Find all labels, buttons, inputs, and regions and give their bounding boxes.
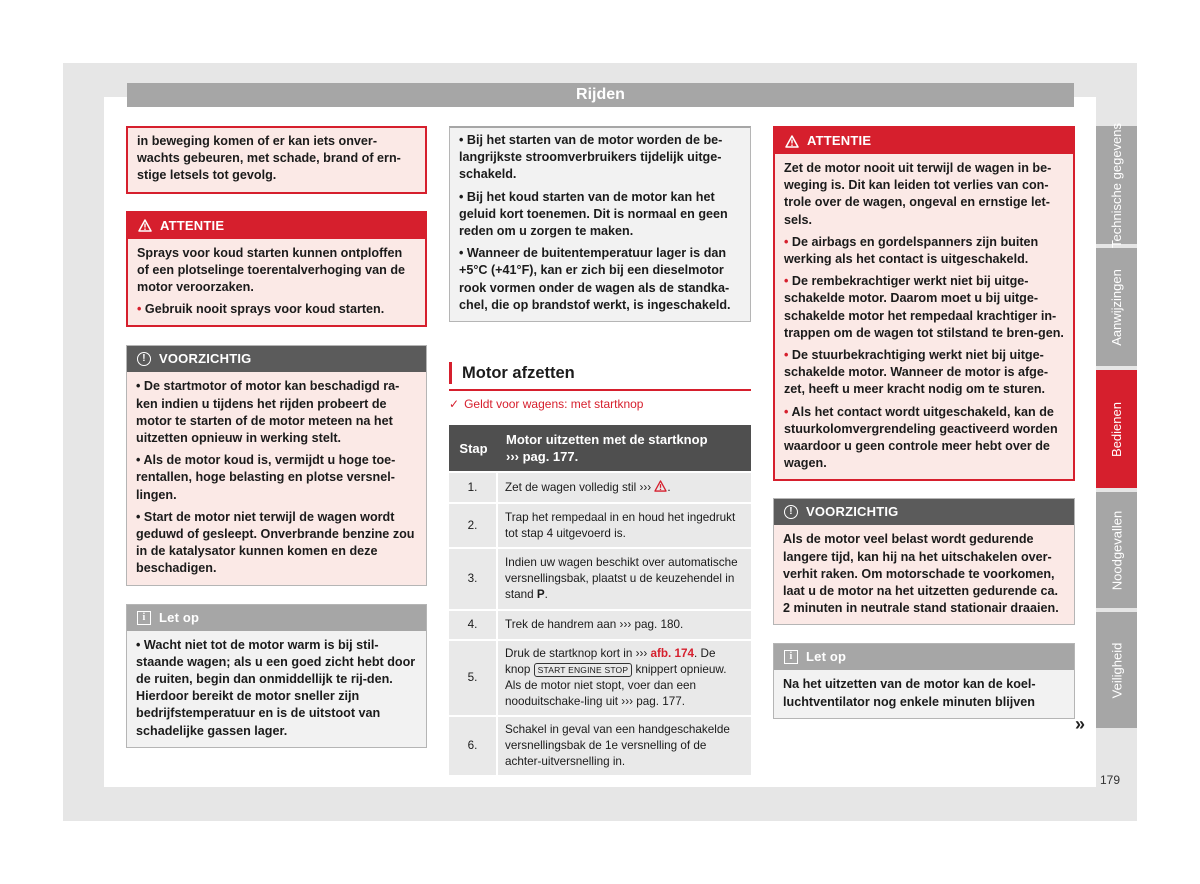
attentie-box <box>773 126 1075 481</box>
step-number: 3. <box>449 549 498 609</box>
table-row <box>449 641 751 715</box>
voorzichtig-paragraph: Als de motor veel belast wordt gedurende langere tijd, kan hij na het uitschakelen over-verhit raken. Om motorschade te voorkomen, laat u de motor na het uitzetten gedurende ca. 2 minuten in neutrale stand stationair draaien. <box>783 532 1059 616</box>
step-text: Druk de startknop kort in ››› afb. 174. De knop START ENGINE STOP knippert opnieuw. Als de motor niet stopt, voer dan een nooduitschake-ling uit ››› pag. 177. <box>498 641 751 715</box>
letop-box <box>773 643 1075 718</box>
table-row <box>449 473 751 502</box>
attentie-label: ATTENTIE <box>160 217 225 233</box>
attentie-label: ATTENTIE <box>807 133 872 148</box>
side-tab-veiligheid[interactable]: Veiligheid <box>1096 612 1137 728</box>
attentie-continuation-text: in beweging komen of er kan iets onver-wachts gebeuren, met schade, brand of ern-stige letsels tot gevolg. <box>137 134 401 183</box>
warning-triangle-icon <box>785 135 799 148</box>
check-icon: ✓ <box>449 397 460 412</box>
chapter-header: Rijden <box>127 83 1074 107</box>
step-text: Trek de handrem aan ››› pag. 180. <box>498 611 751 639</box>
voorzichtig-body <box>774 525 1074 624</box>
attentie-paragraph: Sprays voor koud starten kunnen ontploffen of een plotselinge toerentalverhoging van de motor veroorzaken. <box>137 245 406 295</box>
voorzichtig-box <box>126 345 427 585</box>
step-text: Indien uw wagen beschikt over automatische versnellingsbak, plaatst u de keuzehendel in stand P. <box>498 549 751 609</box>
applies-to-line <box>449 397 751 411</box>
step-number: 5. <box>449 641 498 715</box>
step-text: Schakel in geval van een handgeschakelde versnellingsbak de 1e versnelling of de achter-uitversnelling in. <box>498 717 751 775</box>
steps-table-header <box>449 425 751 471</box>
column-header-title: Motor uitzetten met de startknop ››› pag. 177. <box>498 425 751 471</box>
voorzichtig-bullet: • De startmotor of motor kan beschadigd ra-ken indien u tijdens het rijden probeert de motor te starten of de motor meteen na het uitzetten opnieuw in werking stelt. <box>136 379 400 446</box>
side-tab-aanwijzingen[interactable]: Aanwijzingen <box>1096 248 1137 366</box>
column-left <box>126 126 427 748</box>
column-header-stap: Stap <box>449 425 498 471</box>
attentie-paragraph: Zet de motor nooit uit terwijl de wagen in be-weging is. Dit kan leiden tot verlies van con-trole over de wagen, ongeval en ernstige let-sels. <box>784 161 1052 227</box>
attentie-header <box>128 213 425 239</box>
step-number: 6. <box>449 717 498 775</box>
start-engine-stop-key: START ENGINE STOP <box>534 663 633 677</box>
letop-body <box>127 631 426 747</box>
voorzichtig-bullet: • Als de motor koud is, vermijdt u hoge toe-rentallen, hoge belasting en plotse versnel-lingen. <box>136 453 396 502</box>
step-number: 1. <box>449 473 498 502</box>
voorzichtig-label: VOORZICHTIG <box>159 351 252 367</box>
step-text: Trap het rempedaal in en houd het ingedrukt tot stap 4 uitgevoerd is. <box>498 504 751 547</box>
notes-body <box>450 128 750 321</box>
letop-paragraph: Na het uitzetten van de motor kan de koel-luchtventilator nog enkele minuten blijven <box>783 677 1036 709</box>
table-row <box>449 504 751 547</box>
attentie-body <box>128 239 425 326</box>
side-tab-noodgevallen[interactable]: Noodgevallen <box>1096 492 1137 608</box>
letop-body <box>774 670 1074 717</box>
letop-bullet: • Wacht niet tot de motor warm is bij stil-staande wagen; als u een goed zicht hebt door de ruiten, begin dan onmiddellijk te rij-den. Hierdoor bereikt de motor sneller zijn bedrijfstemperatuur en is de uitstoot van schadelijke gassen lager. <box>136 637 416 738</box>
warning-triangle-icon <box>138 219 152 232</box>
warning-triangle-icon <box>654 480 667 492</box>
attentie-bullet: • Gebruik nooit sprays voor koud starten. <box>137 302 385 317</box>
applies-text: Geldt voor wagens: met startknop <box>464 397 644 412</box>
section-motor-afzetten <box>449 362 751 777</box>
letop-box <box>126 604 427 748</box>
step-text: Zet de wagen volledig stil ››› . <box>498 473 751 502</box>
note-bullet: • Bij het koud starten van de motor kan het geluid kort toenemen. Dit is normaal en geen reden om u zorgen te maken. <box>459 189 728 239</box>
section-title: Motor afzetten <box>449 362 751 384</box>
voorzichtig-body <box>127 372 426 584</box>
voorzichtig-label: VOORZICHTIG <box>806 504 899 520</box>
exclamation-circle-icon: ! <box>784 505 798 519</box>
info-square-icon: i <box>784 650 798 664</box>
attentie-continuation-box <box>126 126 427 194</box>
steps-table <box>449 423 751 777</box>
voorzichtig-box <box>773 498 1075 625</box>
letop-label: Let op <box>159 609 200 625</box>
continue-arrow-icon: » <box>1075 714 1086 734</box>
section-title-rule <box>449 389 751 391</box>
note-bullet: • Bij het starten van de motor worden de be-langrijkste stroomverbruikers tijdelijk uitge-schakeld. <box>459 133 723 182</box>
letop-label: Let op <box>806 649 847 665</box>
table-row <box>449 717 751 775</box>
side-tab-technische-gegevens[interactable]: Technische gegevens <box>1096 126 1137 244</box>
page-number: 179 <box>1099 773 1121 787</box>
notes-box <box>449 126 751 322</box>
table-row <box>449 549 751 609</box>
exclamation-circle-icon: ! <box>137 352 151 366</box>
letop-header <box>774 644 1074 670</box>
note-bullet: • Wanneer de buitentemperatuur lager is dan +5°C (+41°F), kan er zich bij een dieselmotor rook vormen onder de wagen als de standka-chel, die op brandstof werkt, is ingeschakeld. <box>459 246 731 312</box>
attentie-header <box>775 128 1073 154</box>
figure-link[interactable]: afb. 174 <box>650 647 695 661</box>
step-number: 4. <box>449 611 498 639</box>
table-row <box>449 611 751 639</box>
column-right <box>773 126 1075 719</box>
letop-header <box>127 605 426 631</box>
attentie-box <box>126 211 427 328</box>
voorzichtig-header <box>127 346 426 372</box>
step-number: 2. <box>449 504 498 547</box>
attentie-bullet: • De rembekrachtiger werkt niet bij uitge-schakelde motor. Daarom moet u bij uitge-schakelde motor het rempedaal krachtiger in-trappen om de wagen tot stilstand te bren-gen. <box>784 274 1064 340</box>
voorzichtig-header <box>774 499 1074 525</box>
attentie-bullet: • Als het contact wordt uitgeschakeld, kan de stuurkolomvergrendeling geactiveerd worden waardoor u geen controle meer hebt over de wagen. <box>784 404 1058 471</box>
attentie-bullet: • De airbags en gordelspanners zijn buiten werking als het contact is uitgeschakeld. <box>784 234 1039 267</box>
info-square-icon: i <box>137 611 151 625</box>
column-middle <box>449 126 751 777</box>
attentie-body <box>775 154 1073 479</box>
side-tab-bedienen[interactable]: Bedienen <box>1096 370 1137 488</box>
voorzichtig-bullet: • Start de motor niet terwijl de wagen wordt geduwd of gesleept. Onverbrande benzine zou in de katalysator kunnen komen en deze beschadigen. <box>136 509 415 576</box>
attentie-bullet: • De stuurbekrachtiging werkt niet bij uitge-schakelde motor. Wanneer de motor is afge-zet, heeft u meer kracht nodig om te sturen. <box>784 348 1049 397</box>
